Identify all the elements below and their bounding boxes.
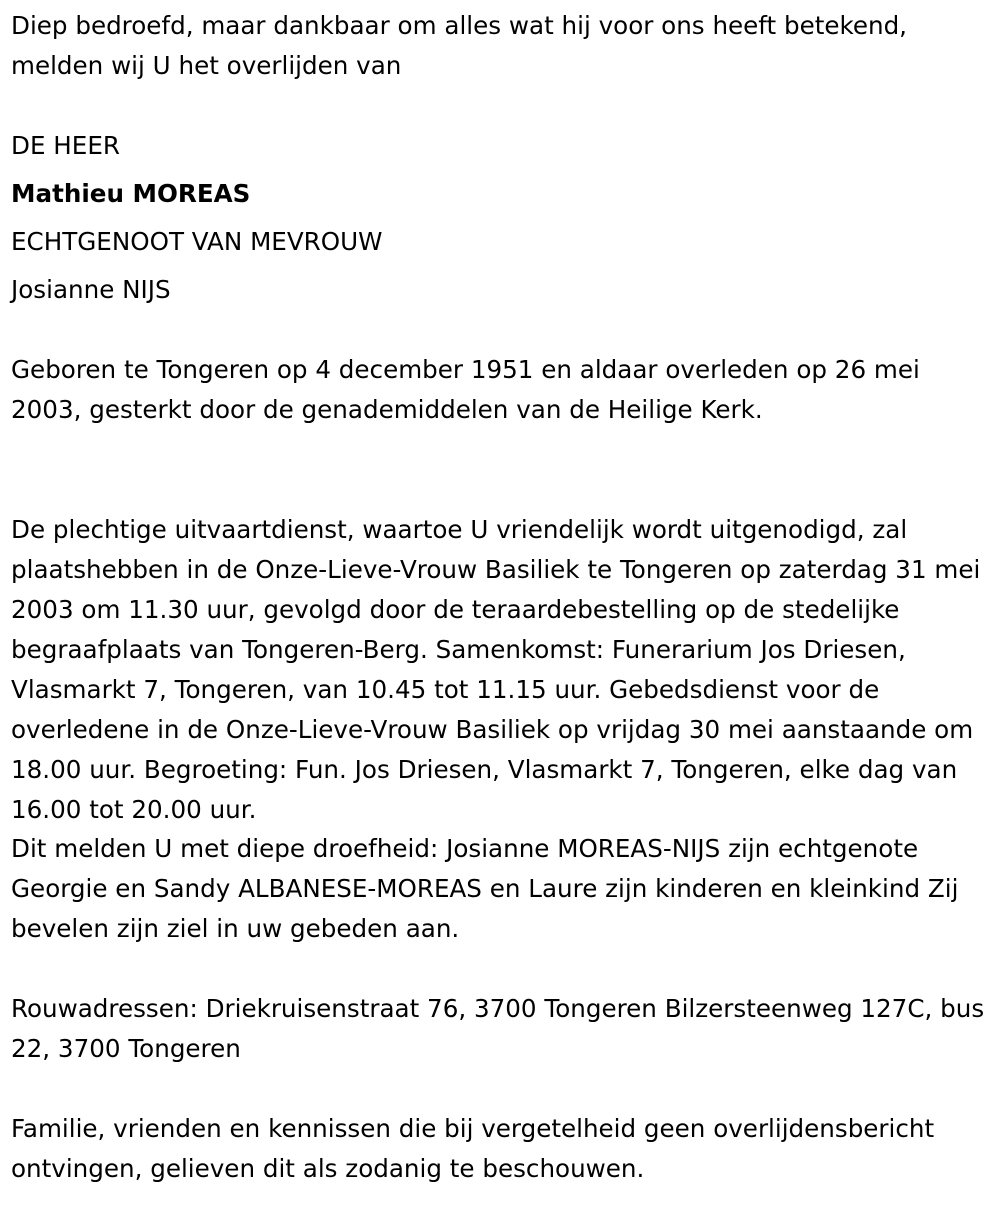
family-paragraph: Dit melden U met diepe droefheid: Josianne MOREAS-NIJS zijn echtgenote Georgie en Sandy ALBANESE-MOREAS en Laure zijn kinderen en kleinkind Zij bevelen zijn ziel in uw gebeden aan.	[11, 834, 959, 943]
intro-paragraph: Diep bedroefd, maar dankbaar om alles wat hij voor ons heeft betekend, melden wij U het overlijden van	[11, 11, 908, 80]
spouse-name: Josianne NIJS	[11, 275, 171, 304]
deceased-name: Mathieu MOREAS	[11, 179, 251, 208]
spouse-label: ECHTGENOOT VAN MEVROUW	[11, 227, 383, 256]
title-line: DE HEER	[11, 131, 120, 160]
birth-death-paragraph: Geboren te Tongeren op 4 december 1951 en aldaar overleden op 26 mei 2003, gesterkt door de genademiddelen van de Heilige Kerk.	[11, 355, 920, 424]
closing-note-paragraph: Familie, vrienden en kennissen die bij vergetelheid geen overlijdensbericht ontvingen, gelieven dit als zodanig te beschouwen.	[11, 1114, 935, 1183]
funeral-info-paragraph: De plechtige uitvaartdienst, waartoe U vriendelijk wordt uitgenodigd, zal plaatshebben in de Onze-Lieve-Vrouw Basiliek te Tongeren op zaterdag 31 mei 2003 om 11.30 uur, gevolgd door de teraardebestelling op de stedelijke begraafplaats van Tongeren-Berg. Samenkomst: Funerarium Jos Driesen, Vlasmarkt 7, Tongeren, van 10.45 tot 11.15 uur. Gebedsdienst voor de overledene in de Onze-Lieve-Vrouw Basiliek op vrijdag 30 mei aanstaande om 18.00 uur. Begroeting: Fun. Jos Driesen, Vlasmarkt 7, Tongeren, elke dag van 16.00 tot 20.00 uur.	[11, 515, 981, 824]
addresses-paragraph: Rouwadressen: Driekruisenstraat 76, 3700 Tongeren Bilzersteenweg 127C, bus 22, 3700 Tongeren	[11, 994, 985, 1063]
